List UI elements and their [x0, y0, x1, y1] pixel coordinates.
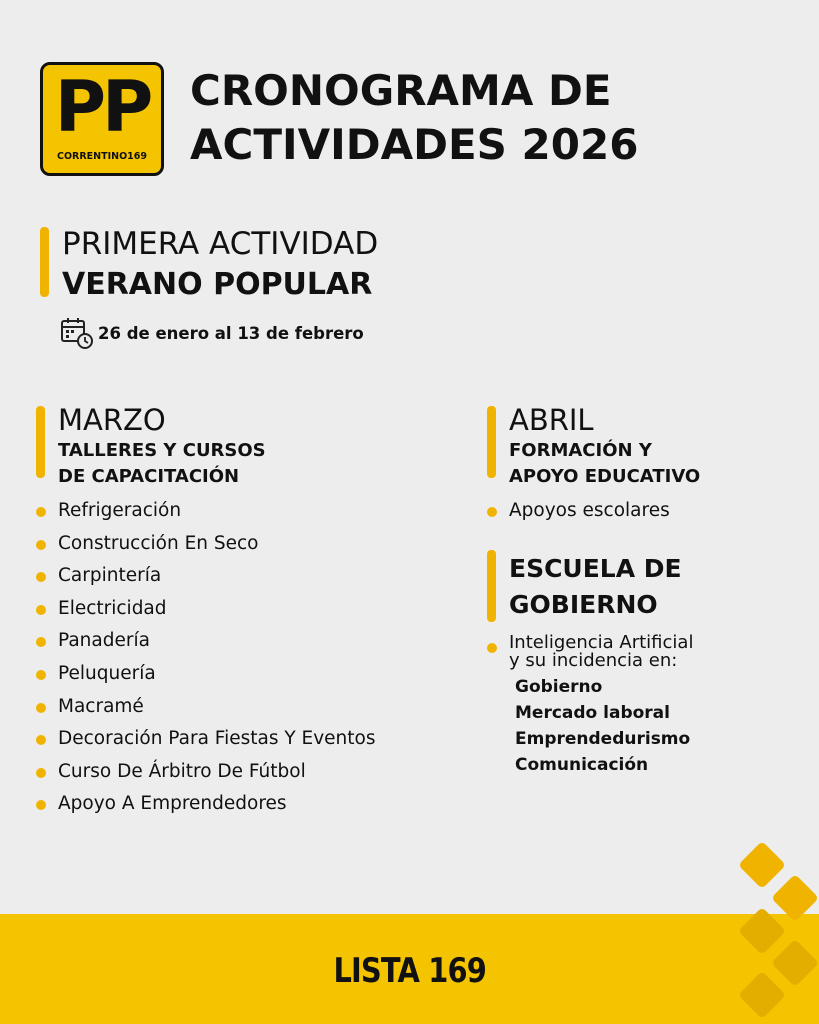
bullet-dot — [36, 507, 46, 517]
escuela-item-line-1: Inteligencia Artificial — [509, 632, 694, 653]
escuela-title — [509, 551, 682, 623]
title-line-2: ACTIVIDADES 2026 — [190, 120, 639, 169]
list-item — [36, 759, 375, 792]
bullet-dot — [36, 768, 46, 778]
list-item-label: Curso De Árbitro De Fútbol — [58, 760, 306, 782]
calendar-clock-icon — [60, 316, 94, 350]
title-line-1: CRONOGRAMA DE — [190, 66, 612, 115]
bullet-dot — [36, 703, 46, 713]
list-item — [36, 563, 375, 596]
list-item-label: Macramé — [58, 695, 144, 717]
list-item-label: Carpintería — [58, 565, 162, 587]
list-item-label: Peluquería — [58, 662, 156, 684]
bullet-dot — [36, 670, 46, 680]
escuela-accent-bar — [487, 550, 496, 622]
list-item — [36, 498, 375, 531]
list-item — [36, 791, 375, 824]
bullet-dot — [36, 605, 46, 615]
logo-letters: PP — [54, 66, 150, 148]
escuela-item — [509, 634, 693, 670]
escuela-subitem: Comunicación — [515, 755, 649, 775]
escuela-subitem: Emprendedurismo — [515, 729, 691, 749]
footer-band — [0, 914, 819, 1024]
escuela-subitem: Gobierno — [515, 677, 603, 697]
abril-list — [487, 498, 670, 531]
primera-name: VERANO POPULAR — [62, 267, 373, 302]
list-item-label: Apoyos escolares — [509, 500, 670, 521]
pp-logo — [40, 62, 164, 176]
list-item-label: Electricidad — [58, 597, 167, 619]
marzo-month: MARZO — [58, 403, 166, 437]
primera-accent-bar — [40, 227, 49, 297]
marzo-subtitle-line-1: TALLERES Y CURSOS — [58, 440, 266, 461]
list-item — [36, 726, 375, 759]
abril-accent-bar — [487, 406, 496, 478]
escuela-title-line-2: GOBIERNO — [509, 590, 658, 619]
bullet-dot — [36, 540, 46, 550]
escuela-item-line-2: y su incidencia en: — [509, 650, 678, 671]
bullet-dot — [487, 507, 497, 517]
list-item-label: Decoración Para Fiestas Y Eventos — [58, 728, 376, 750]
marzo-subtitle-line-2: DE CAPACITACIÓN — [58, 466, 240, 487]
list-item — [36, 661, 375, 694]
page-title — [190, 64, 800, 172]
primera-date-row — [60, 316, 364, 350]
abril-subtitle-line-1: FORMACIÓN Y — [509, 440, 652, 461]
list-item-label: Apoyo A Emprendedores — [58, 793, 287, 815]
escuela-subitems — [515, 674, 690, 778]
escuela-title-line-1: ESCUELA DE — [509, 554, 682, 583]
list-item — [487, 498, 670, 531]
decorative-diamond-icon — [738, 841, 786, 889]
marzo-list — [36, 498, 375, 824]
bullet-dot — [487, 643, 497, 653]
primera-date: 26 de enero al 13 de febrero — [98, 323, 364, 343]
logo-subtitle: CORRENTINO169 — [57, 151, 147, 162]
escuela-subitem: Mercado laboral — [515, 703, 670, 723]
abril-month: ABRIL — [509, 403, 594, 437]
bullet-dot — [36, 572, 46, 582]
footer-text: LISTA 169 — [333, 951, 486, 991]
primera-label: PRIMERA ACTIVIDAD — [62, 226, 379, 262]
abril-subtitle-line-2: APOYO EDUCATIVO — [509, 466, 701, 487]
bullet-dot — [36, 637, 46, 647]
bullet-dot — [36, 800, 46, 810]
list-item-label: Refrigeración — [58, 500, 182, 521]
list-item — [36, 628, 375, 661]
bullet-dot — [36, 735, 46, 745]
list-item — [36, 694, 375, 727]
list-item-label: Panadería — [58, 630, 150, 652]
list-item — [36, 531, 375, 564]
list-item — [36, 596, 375, 629]
list-item-label: Construcción En Seco — [58, 532, 259, 554]
marzo-accent-bar — [36, 406, 45, 478]
